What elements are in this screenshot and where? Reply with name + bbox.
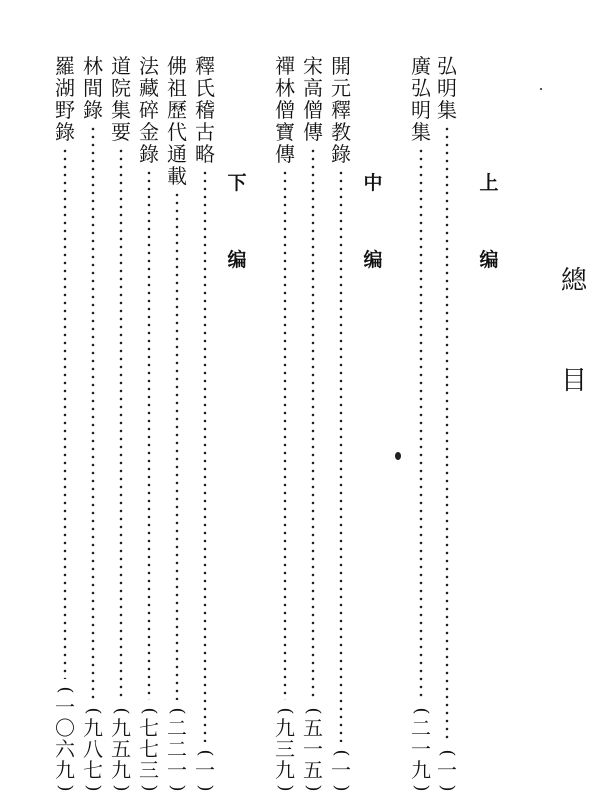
entry-title-char: 開 (331, 54, 351, 78)
page-number-char: 二 (411, 716, 431, 740)
leader-dots (194, 169, 216, 742)
section-label-char: 上 (479, 172, 499, 194)
toc-entry[interactable] (330, 55, 352, 795)
toc-entry[interactable] (166, 55, 188, 795)
entry-title-char: 院 (111, 76, 131, 100)
leader-dots (54, 147, 76, 679)
page-number-char: 一 (167, 758, 187, 782)
page-number-char: 一 (55, 695, 75, 719)
entry-title-char: 通 (167, 142, 187, 166)
entry-page-number: ( 七 七 三 ) (139, 707, 160, 792)
entry-title-char: 弘 (437, 54, 457, 78)
page-number-char: 三 (139, 758, 159, 782)
page-number-char: 五 (303, 758, 323, 782)
entry-title-char: 僧 (303, 98, 323, 122)
entry-title-char: 錄 (83, 98, 103, 122)
scan-speck (540, 88, 542, 90)
entry-title-char: 祖 (167, 76, 187, 100)
entry-title-char: 明 (411, 98, 431, 122)
entry-title-char: 林 (275, 76, 295, 100)
entry-title (194, 55, 216, 165)
page-number-char: 八 (83, 737, 103, 761)
entry-title-char: 錄 (331, 142, 351, 166)
toc-entry[interactable] (302, 55, 324, 795)
leader-dots (138, 169, 160, 700)
page-number-char: 九 (275, 716, 295, 740)
entry-title-char: 略 (195, 142, 215, 166)
entry-title-char: 代 (167, 120, 187, 144)
page-number-char: 一 (303, 737, 323, 761)
entry-page-number: ( 一 ) (195, 749, 216, 792)
entry-page-number: ( 二 一 九 ) (411, 707, 432, 792)
leader-dots (302, 147, 324, 700)
page-number-char: 一 (411, 737, 431, 761)
page-number-char: 九 (275, 758, 295, 782)
section-label-char: 编 (227, 249, 247, 271)
section-label-char: 下 (227, 172, 247, 194)
entry-title-char: 明 (437, 76, 457, 100)
entry-title-char: 羅 (55, 54, 75, 78)
toc-entry[interactable] (138, 55, 160, 795)
page-number-char: 七 (83, 758, 103, 782)
entry-title-char: 載 (167, 164, 187, 188)
entry-title-char: 教 (331, 120, 351, 144)
entry-title-char: 寶 (275, 120, 295, 144)
section-label-lower (226, 172, 248, 271)
page-number-char: 二 (167, 716, 187, 740)
entry-title (410, 55, 432, 143)
toc-entry[interactable] (194, 55, 216, 795)
entry-page-number: ( 一 ) (331, 749, 352, 792)
entry-title-char: 碎 (139, 98, 159, 122)
leader-dots (274, 169, 296, 700)
entry-title-char: 廣 (411, 54, 431, 78)
section-label-middle (362, 172, 384, 271)
entry-title (82, 55, 104, 121)
entry-title-char: 錄 (55, 120, 75, 144)
toc-entry[interactable] (54, 55, 76, 795)
entry-page-number: ( 二 二 一 ) (167, 707, 188, 792)
entry-title-char: 佛 (167, 54, 187, 78)
section-label-upper (478, 172, 500, 271)
page-number-char: 五 (111, 737, 131, 761)
page-number-char: 九 (55, 758, 75, 782)
entry-title (436, 55, 458, 121)
entry-title (110, 55, 132, 143)
entry-title-char: 傳 (303, 120, 323, 144)
page-number-char: 六 (55, 737, 75, 761)
entry-title-char: 集 (437, 98, 457, 122)
page-number-char: 一 (331, 758, 351, 782)
entry-title-char: 高 (303, 76, 323, 100)
entry-title-char: 林 (83, 54, 103, 78)
entry-page-number: ( 一 ) (437, 749, 458, 792)
entry-title-char: 禪 (275, 54, 295, 78)
page-number-char: 九 (111, 758, 131, 782)
leader-dots (166, 191, 188, 700)
page-number-char: 一 (437, 758, 457, 782)
entry-page-number: ( 九 八 七 ) (83, 707, 104, 792)
scan-speck (395, 452, 401, 460)
entry-title (330, 55, 352, 165)
page-number-char: 九 (83, 716, 103, 740)
entry-title-char: 宋 (303, 54, 323, 78)
entry-title (302, 55, 324, 143)
entry-title-char: 集 (111, 98, 131, 122)
entry-title-char: 金 (139, 120, 159, 144)
entry-title-char: 集 (411, 120, 431, 144)
entry-title-char: 道 (111, 54, 131, 78)
toc-entry[interactable] (410, 55, 432, 795)
entry-title-char: 弘 (411, 76, 431, 100)
toc-entry[interactable] (436, 55, 458, 795)
page-number-char: 三 (275, 737, 295, 761)
section-label-char: 编 (363, 249, 383, 271)
entry-title-char: 元 (331, 76, 351, 100)
entry-title-char: 古 (195, 120, 215, 144)
leader-dots (110, 147, 132, 700)
page-number-char: 一 (195, 758, 215, 782)
page-number-char: 九 (111, 716, 131, 740)
toc-entry[interactable] (274, 55, 296, 795)
entry-title-char: 湖 (55, 76, 75, 100)
entry-title-char: 釋 (195, 54, 215, 78)
toc-entry[interactable] (110, 55, 132, 795)
entry-title (166, 55, 188, 187)
entry-page-number: ( 九 五 九 ) (111, 707, 132, 792)
page-title-char: 目 (560, 366, 587, 396)
leader-dots (436, 125, 458, 742)
page-number-char: 七 (139, 716, 159, 740)
entry-page-number: ( 一 〇 六 九 ) (55, 686, 76, 792)
page-title (560, 266, 588, 400)
entry-title-char: 間 (83, 76, 103, 100)
entry-title-char: 僧 (275, 98, 295, 122)
entry-title-char: 釋 (331, 98, 351, 122)
leader-dots (330, 169, 352, 742)
page-number-char: 五 (303, 716, 323, 740)
entry-title-char: 氏 (195, 76, 215, 100)
page-number-char: 二 (167, 737, 187, 761)
page-number-char: 九 (411, 758, 431, 782)
page-number-char: 七 (139, 737, 159, 761)
page-number-char: 〇 (55, 716, 75, 740)
entry-title (274, 55, 296, 165)
entry-title-char: 要 (111, 120, 131, 144)
section-label-char: 编 (479, 249, 499, 271)
entry-title-char: 藏 (139, 76, 159, 100)
entry-title-char: 傳 (275, 142, 295, 166)
entry-title-char: 稽 (195, 98, 215, 122)
page-title-char: 總 (560, 266, 587, 296)
section-label-char: 中 (363, 172, 383, 194)
entry-title-char: 野 (55, 98, 75, 122)
toc-entry[interactable] (82, 55, 104, 795)
entry-page-number: ( 五 一 五 ) (303, 707, 324, 792)
entry-title (138, 55, 160, 165)
entry-title (54, 55, 76, 143)
entry-title-char: 歷 (167, 98, 187, 122)
entry-page-number: ( 九 三 九 ) (275, 707, 296, 792)
entry-title-char: 法 (139, 54, 159, 78)
leader-dots (82, 125, 104, 700)
entry-title-char: 錄 (139, 142, 159, 166)
leader-dots (410, 147, 432, 700)
